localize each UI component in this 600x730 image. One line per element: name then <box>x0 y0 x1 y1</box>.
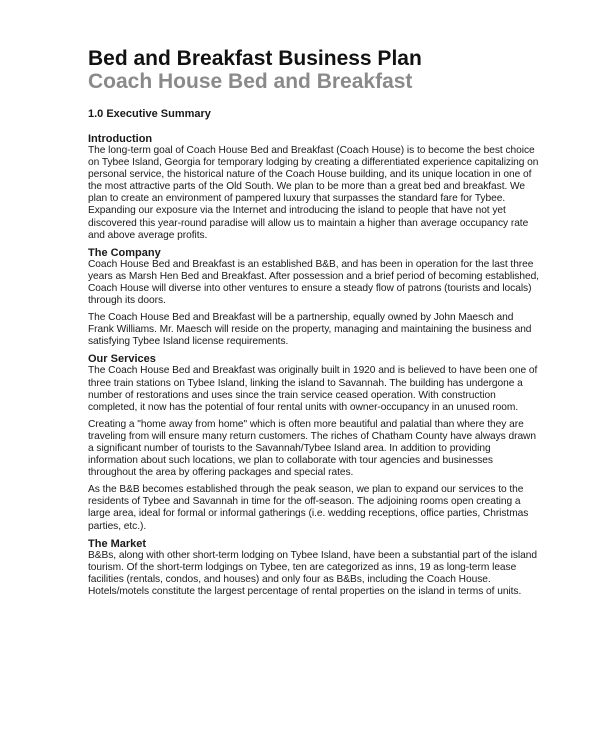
document-subtitle: Coach House Bed and Breakfast <box>88 70 413 93</box>
paragraph: The Coach House Bed and Breakfast was originally built in 1920 and is believed to have been one of three train stations on Tybee Island, linking the island to Savannah. The building has undergone a number of restorations and uses since the train service ceased operation. With construction completed, it now has the potential of four rental units with owner-occupancy in an unused room. <box>88 365 538 413</box>
document-title: Bed and Breakfast Business Plan <box>88 47 422 70</box>
section-subheading: The Company <box>88 246 161 259</box>
section-subheading: Our Services <box>88 353 156 366</box>
section-the-company <box>88 247 540 349</box>
paragraph: The Coach House Bed and Breakfast will be a partnership, equally owned by John Maesch and Frank Williams. Mr. Maesch will reside on the property, managing and maintaining the business and satisfying Tybee Island license requirements. <box>88 312 532 348</box>
paragraph: The long-term goal of Coach House Bed and Breakfast (Coach House) is to become the best choice on Tybee Island, Georgia for temporary lodging by creating a differentiated experience capitalizing on personal service, the historical nature of the Coach House building, and its unique location in one of the most attractive parts of the Old South. We plan to be more than a great bed and breakfast. We plan to create an environment of pampered luxury that surpasses the standard fare for Tybee. Expanding our exposure via the Internet and introducing the island to people that have not yet discovered this year-round paradise will allow us to maintain a higher than average occupancy rate and above average profits. <box>88 145 539 241</box>
section-subheading: Introduction <box>88 133 153 145</box>
paragraph: B&Bs, along with other short-term lodging on Tybee Island, have been a substantial part of the island tourism. Of the short-term lodgings on Tybee, ten are categorized as inns, 19 as long-term lease facilities (rentals, condos, and houses) and only four as B&Bs, including the Coach House. Hotels/motels constitute the largest percentage of rental properties on the island in terms of units. <box>88 549 537 597</box>
section-heading: 1.0 Executive Summary <box>88 108 211 120</box>
section-subheading: The Market <box>88 537 147 550</box>
section-introduction <box>88 133 540 242</box>
paragraph: As the B&B becomes established through the peak season, we plan to expand our services to the residents of Tybee and Savannah in time for the off-season. The adjoining rooms open creating a large area, ideal for formal or informal gatherings (i.e. wedding receptions, office parties, Christmas parties, etc.). <box>88 484 529 532</box>
paragraph: Coach House Bed and Breakfast is an established B&B, and has been in operation for the last three years as Marsh Hen Bed and Breakfast. After possession and a brief period of becoming established, Coach House will diverse into other ventures to ensure a steady flow of patrons (tourists and locals) through its doors. <box>88 258 539 307</box>
section-the-market <box>88 538 540 598</box>
section-our-services <box>88 353 540 532</box>
paragraph: Creating a "home away from home" which is often more beautiful and palatial than where they are traveling from will ensure many return customers. The riches of Chatham County have always drawn a significant number of tourists to the Savannah/Tybee Island area. In addition to providing information about such locations, we plan to collaborate with tour agencies and businesses throughout the area by offering packages and special rates. <box>88 418 536 479</box>
